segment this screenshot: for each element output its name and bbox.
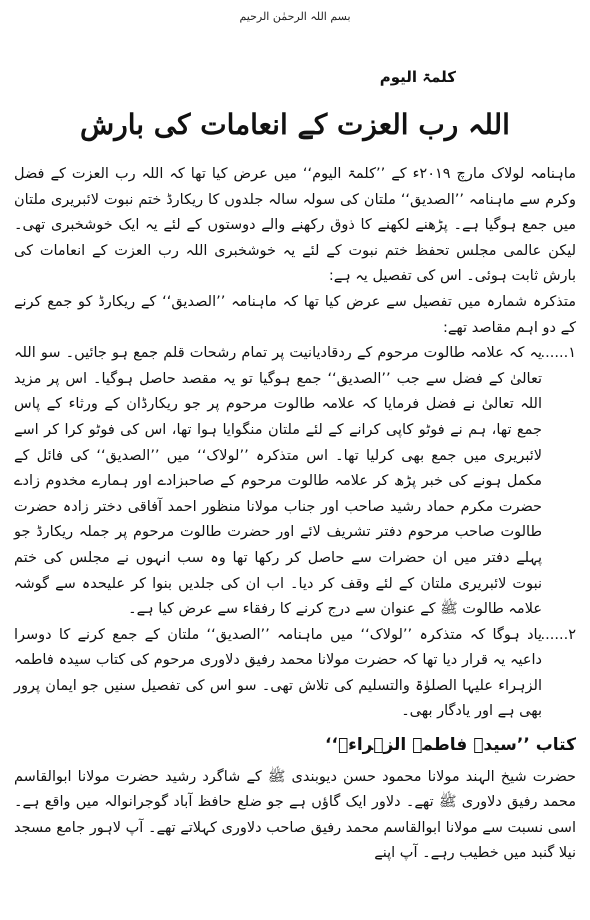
article-body [14,162,576,867]
item-text: یہ کہ علامہ طالوت مرحوم کے ردقادیانیت پر تمام رشحات قلم جمع ہو جائیں۔ سو اللہ تعالیٰ کے فضل سے جب ’’الصدیق‘‘ جمع ہوگیا تو یہ مقصد حاصل ہوگیا۔ اس پر مزید اللہ تعالیٰ نے فضل فرمایا کہ علامہ طالوت مرحوم پر جو ریکارڈان کے ورثاء کے پاس جمع تھا، ہم نے فوٹو کاپی کرانے کے لئے ملتان منگوایا ہوا تھا، اس کی فوٹو کرا کر اسے لائبریری میں جمع بھی کرلیا تھا۔ اس متذکرہ ’’لولاک‘‘ میں ’’الصدیق‘‘ کی فائل کے مکمل ہونے کی خبر پڑھ کر علامہ طالوت مرحوم کے صاحبزادے اور ہمارے مخدوم زادے حضرت مکرم حماد رشید صاحب اور جناب مولانا منظور احمد آفاقی دختر زادہ حضرت طالوت صاحب مرحوم دفتر تشریف لائے اور حضرت طالوت مرحوم پر جملہ ریکارڈ جو پہلے دفتر میں ان حضرات سے حاصل کر رکھا تھا وہ سب انہوں نے مجلس کی ختم نبوت لائبریری ملتان کے لئے وقف کر دیا۔ اب ان کی جلدیں بنوا کر علیحدہ سے گوشہ علامہ طالوت ﷺ کے عنوان سے درج کرنے کا رفقاء سے عرض کیا ہے۔ [14,345,542,618]
item-text: یاد ہوگا کہ متذکرہ ’’لولاک‘‘ میں ماہنامہ ’’الصدیق‘‘ ملتان کے جمع کرنے کا دوسرا داعیہ یہ قرار دیا تھا کہ حضرت مولانا محمد رفیق دلاوری مرحوم کی کتاب سیدہ فاطمہ الزہراء علیہا الصلوٰۃ والتسلیم کی تلاش تھی۔ سو اس کی تفصیل سنیں جو ایمان پرور بھی ہے اور یادگار بھی۔ [14,626,542,720]
section-heading: کتاب ’’سیدہ فاطمۃ الزہراءؓ‘‘ [325,735,576,756]
paragraph-intro: ماہنامہ لولاک مارچ ۲۰۱۹ء کے ’’کلمۃ الیوم‘‘ میں عرض کیا تھا کہ اللہ رب العزت کے فضل وکرم سے ماہنامہ ’’الصدیق‘‘ ملتان کی سولہ سالہ جلدوں کا ریکارڈ ختم نبوت لائبریری ملتان میں جمع ہوگیا ہے۔ پڑھنے لکھنے کا ذوق رکھنے والے دوستوں کے لئے یہ ایک خوشخبری تھی۔ لیکن عالمی مجلس تحفظ ختم نبوت کے لئے یہ خوشخبری اللہ رب العزت کے انعامات کی بارش ثابت ہوئی۔ اس کی تفصیل یہ ہے: [14,166,576,285]
item-number: ۱...... [540,345,576,362]
column-label: کلمۃ الیوم [379,68,456,86]
list-item [14,623,576,725]
bismillah-heading: بسم اللہ الرحمٰن الرحیم [239,10,351,23]
item-number: ۲...... [540,626,576,643]
list-item [14,341,576,623]
paragraph-closing: حضرت شیخ الہند مولانا محمود حسن دیوبندی ﷺ کے شاگرد رشید حضرت مولانا ابوالقاسم محمد رفیق دلاوری ﷺ تھے۔ دلاور ایک گاؤں ہے جو ضلع حافظ آباد گوجرانوالہ میں واقع ہے۔ اسی نسبت سے مولانا ابوالقاسم محمد رفیق صاحب دلاوری کہلاتے تھے۔ آپ لاہور جامع مسجد نیلا گنبد میں خطیب رہے۔ آپ اپنے [14,768,576,862]
paragraph-purposes: متذکرہ شمارہ میں تفصیل سے عرض کیا تھا کہ ماہنامہ ’’الصدیق‘‘ کے ریکارڈ کو جمع کرنے کے دو اہم مقاصد تھے: [14,293,576,336]
article-title: اللہ رب العزت کے انعامات کی بارش [80,108,510,141]
